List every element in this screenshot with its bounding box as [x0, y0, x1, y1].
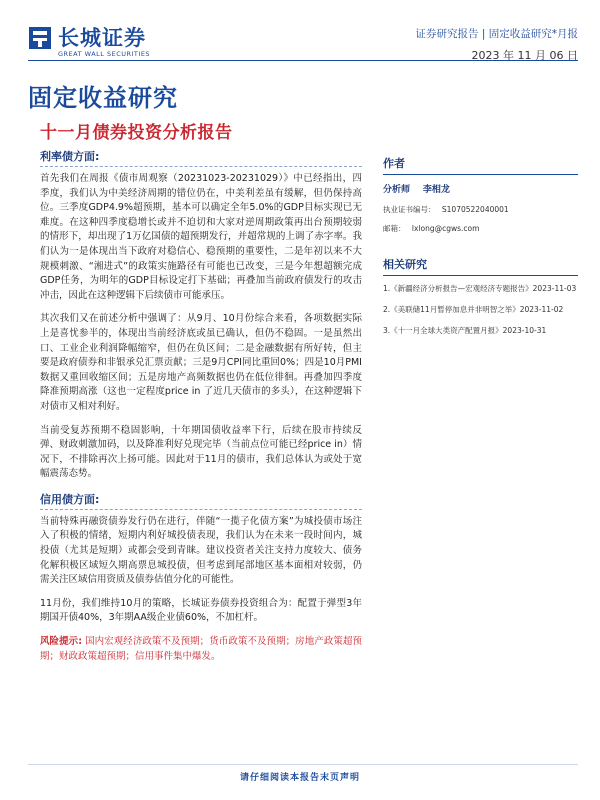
header-meta [416, 26, 578, 63]
header-divider [28, 60, 578, 61]
rates-paragraph: 其次我们又在前述分析中强调了：从9月、10月份综合来看，各项数据实际上是喜忧参半的，体现出当前经济底或虽已确认，但仍不稳固。一是虽然出口、工业企业利润降幅缩窄，但仍在负区间；二是金融数据有所好转，但主要是政府债券和非银承兑汇票贡献；三是9月CPI同比重回0%；四是10月PMI数据又重回收缩区间；五是房地产高频数据也仍在低位徘徊。再叠加四季度降准预期高涨（这也一定程度price in 了近几天债市的多头），在这种逻辑下对债市又相对利好。 [40, 313, 362, 412]
rates-paragraph: 首先我们在周报《债市周观察（20231023-20231029）》中已经指出，四季度，我们认为中美经济周期的错位仍在，中美利差虽有缓解，但仍保持高位。三季度GDP4.9%超预期，基本可以确定全年5.0%的GDP目标实现已无难度。在这种四季度稳增长或并不迫切和大家对逆周期政策再出台预期较弱的情形下，却出现了1万亿国债的超预期发行，并超常规的上调了赤字率。我们认为一是体现出当下政府对稳信心、稳预期的重要性，二是年初以来不大规模刺激、“湘进式”的政策实施路径有可能也已改变，三是今年想超额完成GDP任务，为明年的GDP目标设定打下基础；再叠加当前政府债发行的攻击冲击，因此在这种逻辑下后续债市可能承压。 [40, 173, 362, 301]
footer-disclaimer: 请仔细阅读本报告末页声明 [239, 773, 360, 783]
analyst-label: 分析师 [383, 185, 411, 195]
great-wall-logo-icon [28, 24, 52, 50]
email-label: 邮箱： [383, 224, 406, 233]
report-title: 十一月债券投资分析报告 [40, 123, 233, 143]
credit-paragraph: 11月份，我们维持10月的策略，长城证券债券投资组合为：配置于弹型3年期国开债40%，3年期AA级企业债60%，不加杠杆。 [40, 597, 362, 624]
analyst-row [383, 182, 578, 195]
license-value: S1070522040001 [441, 205, 509, 214]
logo-english-name: GREAT WALL SECURITIES [58, 50, 151, 58]
rates-paragraph: 当前受复苏预期不稳固影响，十年期国债收益率下行，后续在股市持续反弹、财政刺激加码，以及降准利好兑现完毕（当前点位可能已经price in）情况下，不排除再次上扬可能。因此对于11月的债市，我们总体认为或处于宽幅震荡态势。 [40, 424, 362, 480]
related-item[interactable]: 3.《十一月全球大类资产配置月报》2023-10-31 [383, 326, 547, 335]
related-heading: 相关研究 [383, 256, 578, 276]
risk-warning-label: 风险提示: [40, 636, 82, 648]
main-content [40, 148, 362, 673]
email-value[interactable]: lxlong@cgws.com [411, 224, 480, 233]
credit-paragraph: 当前特殊再融资债券发行仍在进行，伴随“一揽子化债方案”为城投债市场注入了积极的情绪，短期内利好城投债表现，我们认为在未来一段时间内，城投债（尤其是短期）或都会受到青睐。建议投资者关注支持力度较大、债务化解积极区域短久期高票息城投债，但考虑到尾部地区基本面相对较弱，仍需关注区域信用资质及债券估值分化的可能性。 [40, 515, 362, 586]
risk-warning [40, 635, 362, 664]
report-category: 证券研究报告 | 固定收益研究*月报 [415, 28, 578, 40]
risk-warning-text: 国内宏观经济政策不及预期；货币政策不及预期；房地产政策超预期；财政政策超预期；信用事件集中爆发。 [40, 636, 362, 662]
related-item[interactable]: 1.《新疆经济分析报告—宏观经济专题报告》2023-11-03 [383, 284, 577, 293]
analyst-name: 李相龙 [422, 185, 450, 195]
related-item[interactable]: 2.《美联储11月暂停加息并非明智之举》2023-11-02 [383, 305, 564, 314]
logo-chinese-name: 长城证券 [58, 26, 146, 50]
sidebar [383, 155, 578, 346]
authors-heading: 作者 [383, 155, 578, 175]
page-title: 固定收益研究 [28, 84, 178, 112]
email-row [383, 223, 578, 234]
company-logo [28, 22, 178, 62]
rates-section-heading: 利率债方面: [40, 148, 362, 167]
footer-divider [28, 764, 578, 765]
license-row [383, 204, 578, 215]
license-label: 执业证书编号： [383, 205, 436, 214]
credit-section-heading: 信用债方面: [40, 491, 362, 510]
related-research [383, 256, 578, 337]
report-header [28, 22, 578, 72]
report-date: 2023 年 11 月 06 日 [471, 49, 578, 62]
